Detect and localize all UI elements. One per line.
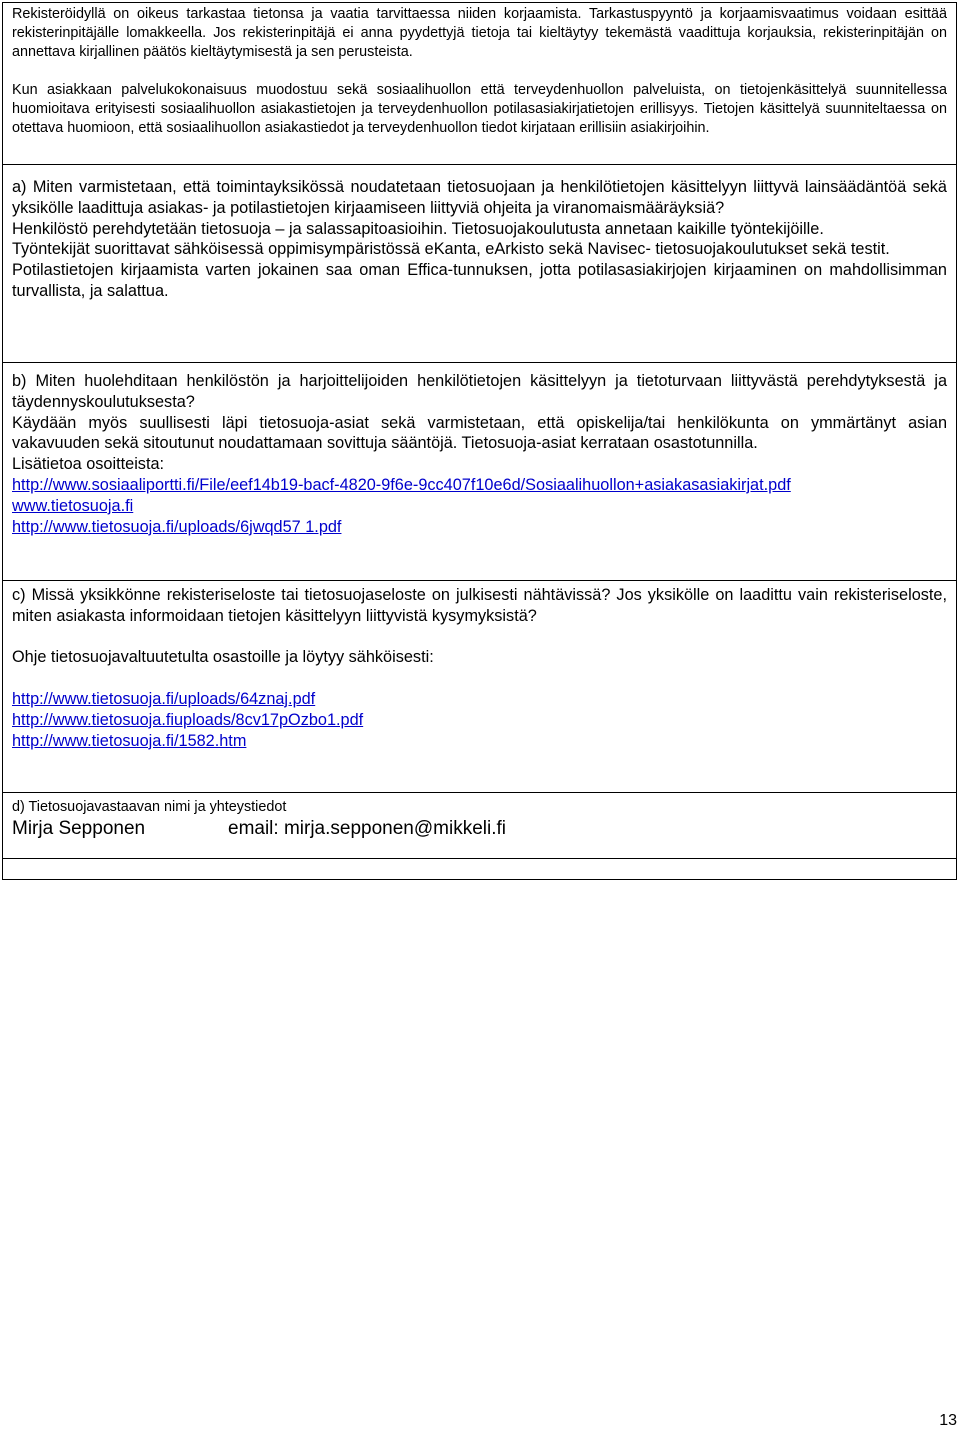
link-tietosuoja-1582[interactable]: http://www.tietosuoja.fi/1582.htm [12,731,247,750]
section-a-box [2,164,957,362]
section-a-answer-3: Potilastietojen kirjaamista varten jokainen saa oman Effica-tunnuksen, jotta potilasasiakirjojen kirjaaminen on mahdollisimman turvallista, ja salattua. [12,261,947,300]
link-tietosuoja-6jwqd57[interactable]: http://www.tietosuoja.fi/uploads/6jwqd57 1.pdf [12,517,342,536]
intro-paragraph-1: Rekisteröidyllä on oikeus tarkastaa tietonsa ja vaatia tarvittaessa niiden korjaamista. Tarkastuspyyntö ja korjaamisvaatimus voidaan esittää rekisterinpitäjälle lomakkeella. Jos rekisterinpitäjä ei anna pyydettyjä tietoja tai kieltäytyy tekemästä vaadittuja korjauksia, rekisterinpitäjän on annettava kirjallinen päätös kieltäytymisestä ja sen perusteista. [12,6,947,60]
section-d-title: d) Tietosuojavastaavan nimi ja yhteystiedot [12,799,287,815]
section-c-box [2,580,957,792]
section-c-question: c) Missä yksikkönne rekisteriseloste tai tietosuojaseloste on julkisesti nähtävissä? Jos yksikölle on laadittu vain rekisteriseloste, miten asiakasta informoidaan tietojen käsittelyyn liittyvistä kysymyksistä? [12,586,947,625]
link-tietosuoja-8cv17pozbo1[interactable]: http://www.tietosuoja.fiuploads/8cv17pOzbo1.pdf [12,710,364,729]
intro-paragraph-2: Kun asiakkaan palvelukokonaisuus muodostuu sekä sosiaalihuollon että terveydenhuollon palveluista, on tietojenkäsittelyä suunnitellessa huomioitava erityisesti sosiaalihuollon asiakastietojen ja terveydenhuollon potilasasiakirjatietojen erillisyys. Tietojen käsittelyä suunniteltaessa on otettava huomioon, että sosiaalihuollon asiakastiedot ja terveydenhuollon tiedot kirjataan erillisiin asiakirjoihin. [12,82,947,136]
section-b-more-info: Lisätietoa osoitteista: [12,455,165,474]
link-tietosuoja-64znaj[interactable]: http://www.tietosuoja.fi/uploads/64znaj.pdf [12,689,316,708]
contact-email: email: mirja.sepponen@mikkeli.fi [228,818,506,839]
intro-box [2,2,957,164]
link-tietosuoja-home[interactable]: www.tietosuoja.fi [12,496,134,515]
section-a-answer-2: Työntekijät suorittavat sähköisessä oppimisympäristössä eKanta, eArkisto sekä Navisec- tietosuojakoulutukset sekä testit. [12,240,890,259]
section-a-answer-1: Henkilöstö perehdytetään tietosuoja – ja salassapitoasioihin. Tietosuojakoulutusta annetaan kaikille työntekijöille. [12,219,824,238]
section-b-question: b) Miten huolehditaan henkilöstön ja harjoittelijoiden henkilötietojen käsittelyyn ja tietoturvaan liittyvästä perehdytyksestä ja täydennyskoulutuksesta? [12,372,947,411]
section-a-question: a) Miten varmistetaan, että toimintayksikössä noudatetaan tietosuojaan ja henkilötietojen käsittelyyn liittyvä lainsäädäntöä sekä yksikölle laadittuja asiakas- ja potilastietojen kirjaamiseen liittyviä ohjeita ja viranomaismääräyksiä? [12,178,947,217]
link-sosiaaliportti[interactable]: http://www.sosiaaliportti.fi/File/eef14b19-bacf-4820-9f6e-9cc407f10e6d/Sosiaalihuollon+asiakasasiakirjat.pdf [12,475,791,494]
section-c-answer-1: Ohje tietosuojavaltuutetulta osastoille ja löytyy sähköisesti: [12,648,434,667]
section-b-box [2,362,957,580]
section-d-box [2,792,957,858]
section-b-answer-1: Käydään myös suullisesti läpi tietosuoja-asiat sekä varmistetaan, että opiskelija/tai henkilökunta on ymmärtänyt asian vakavuuden sekä sitoutunut noudattamaan sovittuja sääntöjä. Tietosuoja-asiat kerrataan osastotunnilla. [12,413,947,453]
contact-name: Mirja Sepponen [12,818,146,839]
empty-box [2,858,957,880]
page-number: 13 [939,1412,957,1429]
